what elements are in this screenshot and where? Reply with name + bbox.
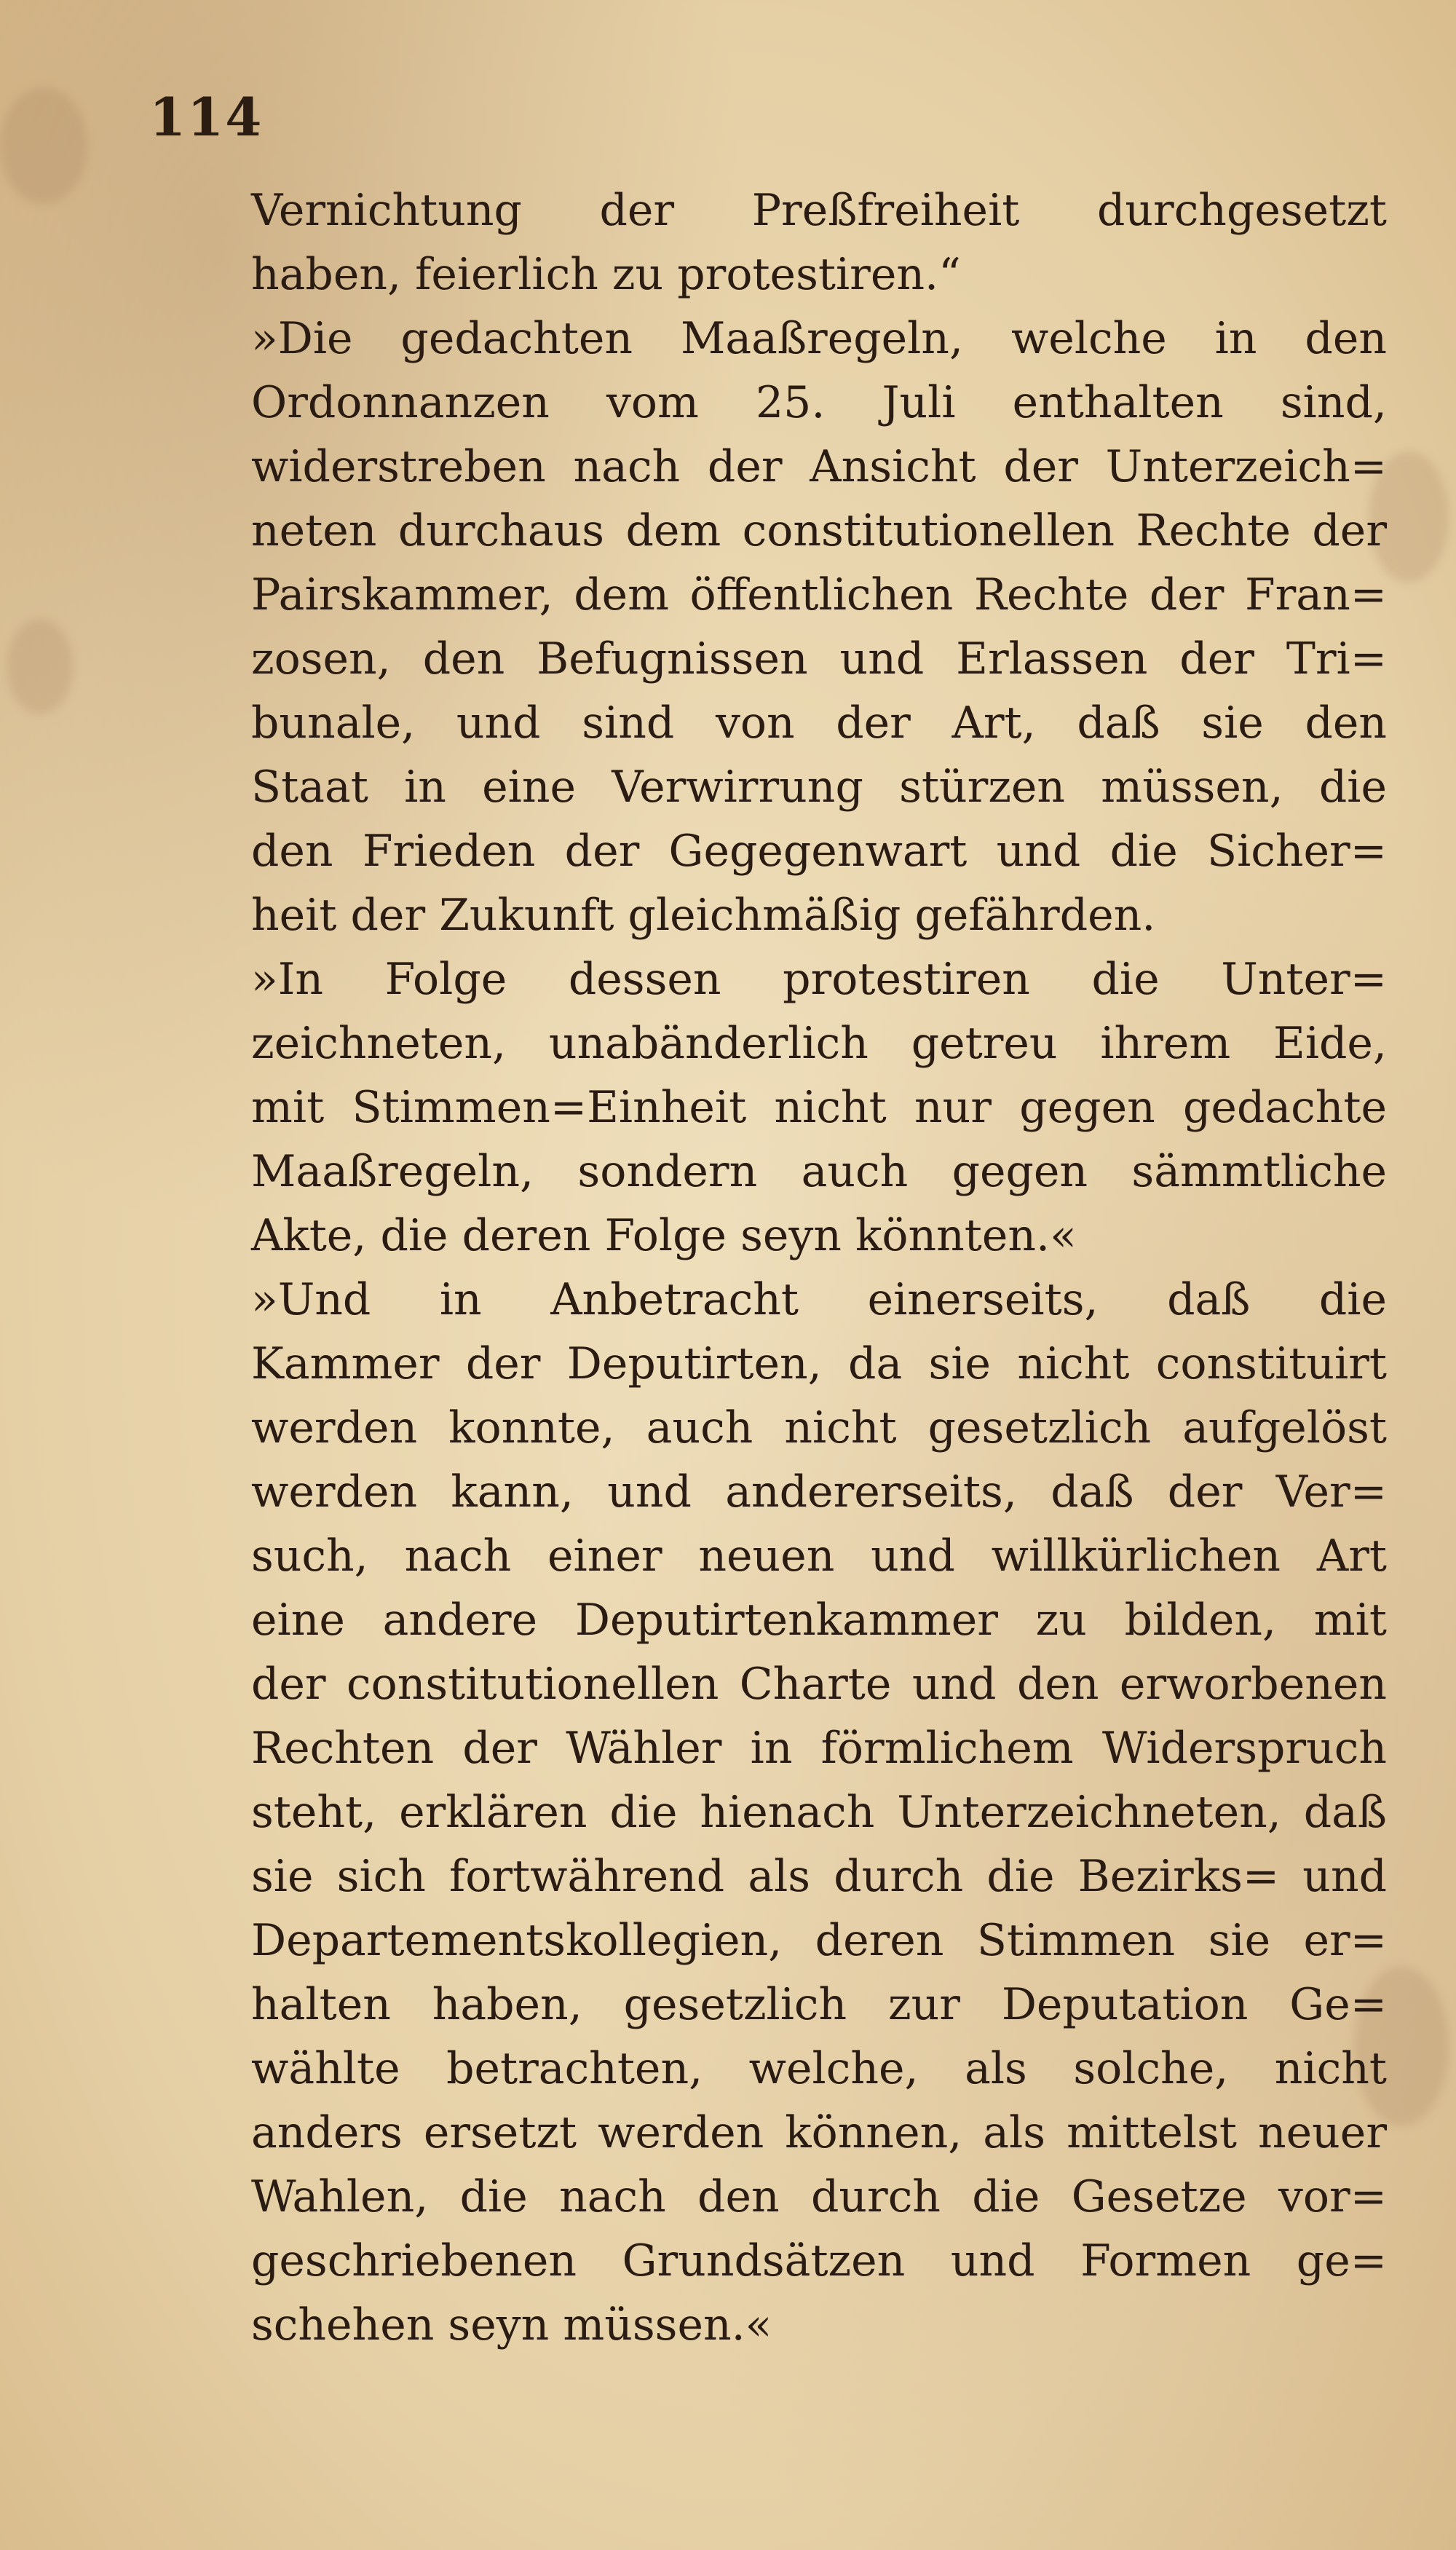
text-line: Pairskammer, dem öffentlichen Rechte der Fran= xyxy=(251,569,1387,620)
text-line: mit Stimmen=Einheit nicht nur gegen gedachte xyxy=(251,1082,1387,1133)
text-line: schehen seyn müssen.« xyxy=(251,2300,772,2350)
text-line: sie sich fortwährend als durch die Bezirks= und xyxy=(251,1851,1387,1902)
text-line: werden kann, und andererseits, daß der Ver= xyxy=(251,1467,1387,1517)
text-line: heit der Zukunft gleichmäßig gefährden. xyxy=(251,890,1156,941)
text-line: anders ersetzt werden können, als mittelst neuer xyxy=(251,2107,1387,2158)
text-line: Departementskollegien, deren Stimmen sie er= xyxy=(251,1915,1387,1966)
text-line: such, nach einer neuen und willkürlichen Art xyxy=(251,1531,1387,1582)
text-line: Ordonnanzen vom 25. Juli enthalten sind, xyxy=(251,377,1387,428)
paper-stain xyxy=(0,87,87,204)
text-line: neten durchaus dem constitutionellen Rechte der xyxy=(251,505,1387,556)
text-line: Vernichtung der Preßfreiheit durchgesetzt xyxy=(251,185,1387,236)
text-line: Staat in eine Verwirrung stürzen müssen, die xyxy=(251,762,1387,813)
text-line: haben, feierlich zu protestiren.“ xyxy=(251,249,961,300)
text-line: geschriebenen Grundsätzen und Formen ge= xyxy=(251,2235,1387,2286)
text-line: Kammer der Deputirten, da sie nicht constituirt xyxy=(251,1338,1387,1389)
text-line: den Frieden der Gegegenwart und die Sicher= xyxy=(251,826,1387,877)
text-line: der constitutionellen Charte und den erworbenen xyxy=(251,1659,1387,1710)
paper-stain xyxy=(7,619,73,714)
text-line: widerstreben nach der Ansicht der Unterzeich= xyxy=(251,441,1387,492)
text-line: »Und in Anbetracht einerseits, daß die xyxy=(251,1274,1387,1325)
text-line: steht, erklären die hienach Unterzeichneten, daß xyxy=(251,1787,1387,1838)
text-line: Akte, die deren Folge seyn könnten.« xyxy=(251,1210,1077,1261)
text-line: bunale, und sind von der Art, daß sie den xyxy=(251,698,1387,749)
text-line: zeichneten, unabänderlich getreu ihrem Eide, xyxy=(251,1018,1387,1069)
text-line: Maaßregeln, sondern auch gegen sämmtliche xyxy=(251,1146,1387,1197)
text-line: halten haben, gesetzlich zur Deputation Ge= xyxy=(251,1979,1387,2030)
text-line: eine andere Deputirtenkammer zu bilden, mit xyxy=(251,1595,1387,1646)
text-line: werden konnte, auch nicht gesetzlich aufgelöst xyxy=(251,1402,1387,1453)
text-line: zosen, den Befugnissen und Erlassen der Tri= xyxy=(251,633,1387,684)
text-line: Wahlen, die nach den durch die Gesetze vor= xyxy=(251,2171,1387,2222)
page-number: 114 xyxy=(149,86,264,148)
text-line: »Die gedachten Maaßregeln, welche in den xyxy=(251,313,1387,364)
text-line: Rechten der Wähler in förmlichem Widerspruch xyxy=(251,1723,1387,1774)
text-line: wählte betrachten, welche, als solche, nicht xyxy=(251,2043,1387,2094)
text-line: »In Folge dessen protestiren die Unter= xyxy=(251,954,1387,1005)
